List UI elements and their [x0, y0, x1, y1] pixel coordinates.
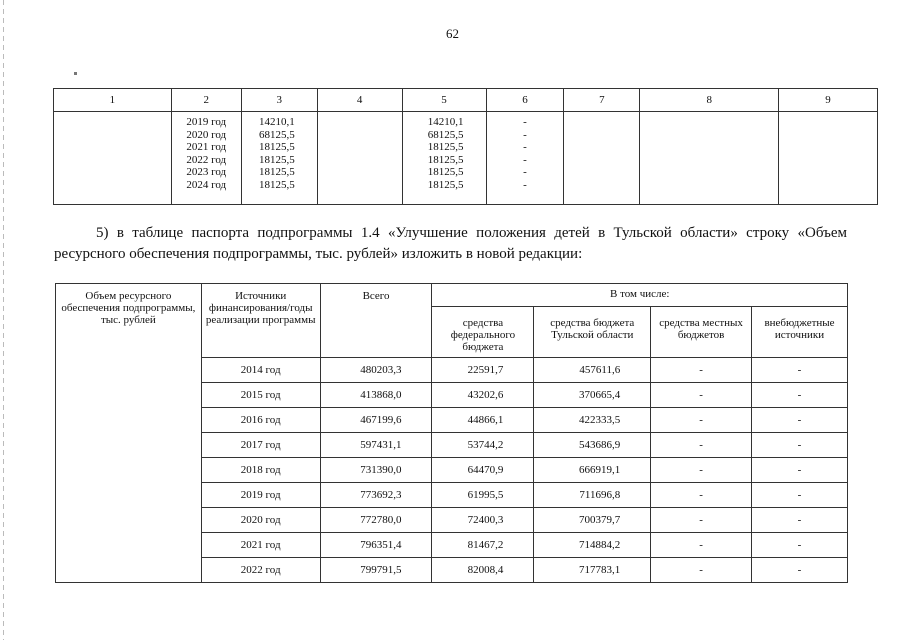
year-cell: 2020 год	[201, 508, 320, 533]
local-cell: -	[651, 533, 752, 558]
table-cell	[317, 112, 402, 205]
dash-cell	[486, 112, 564, 205]
continued-table	[53, 88, 878, 205]
col-number: 7	[564, 89, 640, 112]
local-header: средства местных бюджетов	[651, 307, 752, 358]
value: 18125,5	[427, 153, 464, 166]
year-cell: 2015 год	[201, 383, 320, 408]
local-cell: -	[651, 508, 752, 533]
year: 2022 год	[186, 153, 227, 166]
year-cell: 2019 год	[201, 483, 320, 508]
column-number-row	[54, 89, 878, 112]
year: 2023 год	[186, 166, 227, 178]
table-cell	[640, 112, 779, 205]
regional-cell: 700379,7	[534, 508, 651, 533]
regional-cell: 714884,2	[534, 533, 651, 558]
local-cell: -	[651, 408, 752, 433]
total-cell: 731390,0	[320, 458, 432, 483]
extra-cell: -	[752, 483, 848, 508]
total-cell: 772780,0	[320, 508, 432, 533]
total-header: Всего	[320, 284, 432, 358]
amendment-paragraph: 5) в таблице паспорта подпрограммы 1.4 «Улучшение положения детей в Тульской области» строку «Объем ресурсного обеспечения подпрограммы, тыс. рублей» изложить в новой редакции:	[54, 225, 847, 262]
federal-cell: 82008,4	[432, 558, 534, 583]
regional-cell: 711696,8	[534, 483, 651, 508]
local-cell: -	[651, 558, 752, 583]
regional-header: средства бюджета Тульской области	[534, 307, 651, 358]
col-number: 2	[171, 89, 241, 112]
sources-header: Источники финансирования/годы реализации программы	[201, 284, 320, 358]
total-cell: 799791,5	[320, 558, 432, 583]
extra-cell: -	[752, 433, 848, 458]
extra-header: внебюджетные источники	[752, 307, 848, 358]
col-number: 8	[640, 89, 779, 112]
value: 18125,5	[427, 166, 464, 178]
year: 2021 год	[186, 141, 227, 153]
federal-cell: 53744,2	[432, 433, 534, 458]
total-cell: 467199,6	[320, 408, 432, 433]
year: 2019 год	[186, 116, 227, 128]
year: 2020 год	[186, 128, 227, 141]
col-number: 3	[241, 89, 317, 112]
regional-cell: 666919,1	[534, 458, 651, 483]
year-cell: 2014 год	[201, 358, 320, 383]
year: 2024 год	[186, 178, 227, 191]
table-cell	[564, 112, 640, 205]
value: 18125,5	[258, 153, 295, 166]
extra-cell: -	[752, 383, 848, 408]
regional-cell: 543686,9	[534, 433, 651, 458]
federal-cell: 43202,6	[432, 383, 534, 408]
year-cell: 2016 год	[201, 408, 320, 433]
regional-cell: 717783,1	[534, 558, 651, 583]
total-cell: 597431,1	[320, 433, 432, 458]
col-number: 5	[402, 89, 486, 112]
dash: -	[523, 178, 527, 191]
regional-cell: 457611,6	[534, 358, 651, 383]
total-cell: 773692,3	[320, 483, 432, 508]
extra-cell: -	[752, 508, 848, 533]
value: 18125,5	[258, 178, 295, 191]
values-cell	[402, 112, 486, 205]
local-cell: -	[651, 358, 752, 383]
extra-cell: -	[752, 558, 848, 583]
dash: -	[523, 166, 527, 178]
scan-mark	[74, 72, 77, 75]
federal-cell: 72400,3	[432, 508, 534, 533]
resource-label: Объем ресурсного обеспечения подпрограммы, тыс. рублей	[56, 284, 202, 583]
dash: -	[523, 116, 527, 128]
extra-cell: -	[752, 358, 848, 383]
dash: -	[523, 153, 527, 166]
year-cell: 2022 год	[201, 558, 320, 583]
total-cell: 796351,4	[320, 533, 432, 558]
dash: -	[523, 141, 527, 153]
table-cell	[54, 112, 172, 205]
regional-cell: 370665,4	[534, 383, 651, 408]
table-cell	[779, 112, 878, 205]
federal-cell: 64470,9	[432, 458, 534, 483]
passport-table	[55, 283, 848, 583]
value: 14210,1	[258, 116, 295, 128]
extra-cell: -	[752, 458, 848, 483]
local-cell: -	[651, 383, 752, 408]
federal-header: средства федерального бюджета	[432, 307, 534, 358]
value: 68125,5	[427, 128, 464, 141]
federal-cell: 44866,1	[432, 408, 534, 433]
federal-cell: 81467,2	[432, 533, 534, 558]
total-cell: 480203,3	[320, 358, 432, 383]
page-number: 62	[446, 26, 459, 41]
margin-line	[3, 0, 4, 640]
col-number: 1	[54, 89, 172, 112]
values-cell	[241, 112, 317, 205]
local-cell: -	[651, 458, 752, 483]
value: 14210,1	[427, 116, 464, 128]
total-cell: 413868,0	[320, 383, 432, 408]
federal-cell: 22591,7	[432, 358, 534, 383]
value: 68125,5	[258, 128, 295, 141]
extra-cell: -	[752, 408, 848, 433]
year-cell: 2018 год	[201, 458, 320, 483]
dash: -	[523, 128, 527, 141]
col-number: 6	[486, 89, 564, 112]
year-cell: 2017 год	[201, 433, 320, 458]
year-cell: 2021 год	[201, 533, 320, 558]
local-cell: -	[651, 483, 752, 508]
col-number: 4	[317, 89, 402, 112]
local-cell: -	[651, 433, 752, 458]
years-cell	[171, 112, 241, 205]
value: 18125,5	[258, 141, 295, 153]
value: 18125,5	[427, 178, 464, 191]
table-row	[54, 112, 878, 205]
regional-cell: 422333,5	[534, 408, 651, 433]
extra-cell: -	[752, 533, 848, 558]
value: 18125,5	[258, 166, 295, 178]
federal-cell: 61995,5	[432, 483, 534, 508]
value: 18125,5	[427, 141, 464, 153]
col-number: 9	[779, 89, 878, 112]
including-header: В том числе:	[432, 284, 848, 307]
